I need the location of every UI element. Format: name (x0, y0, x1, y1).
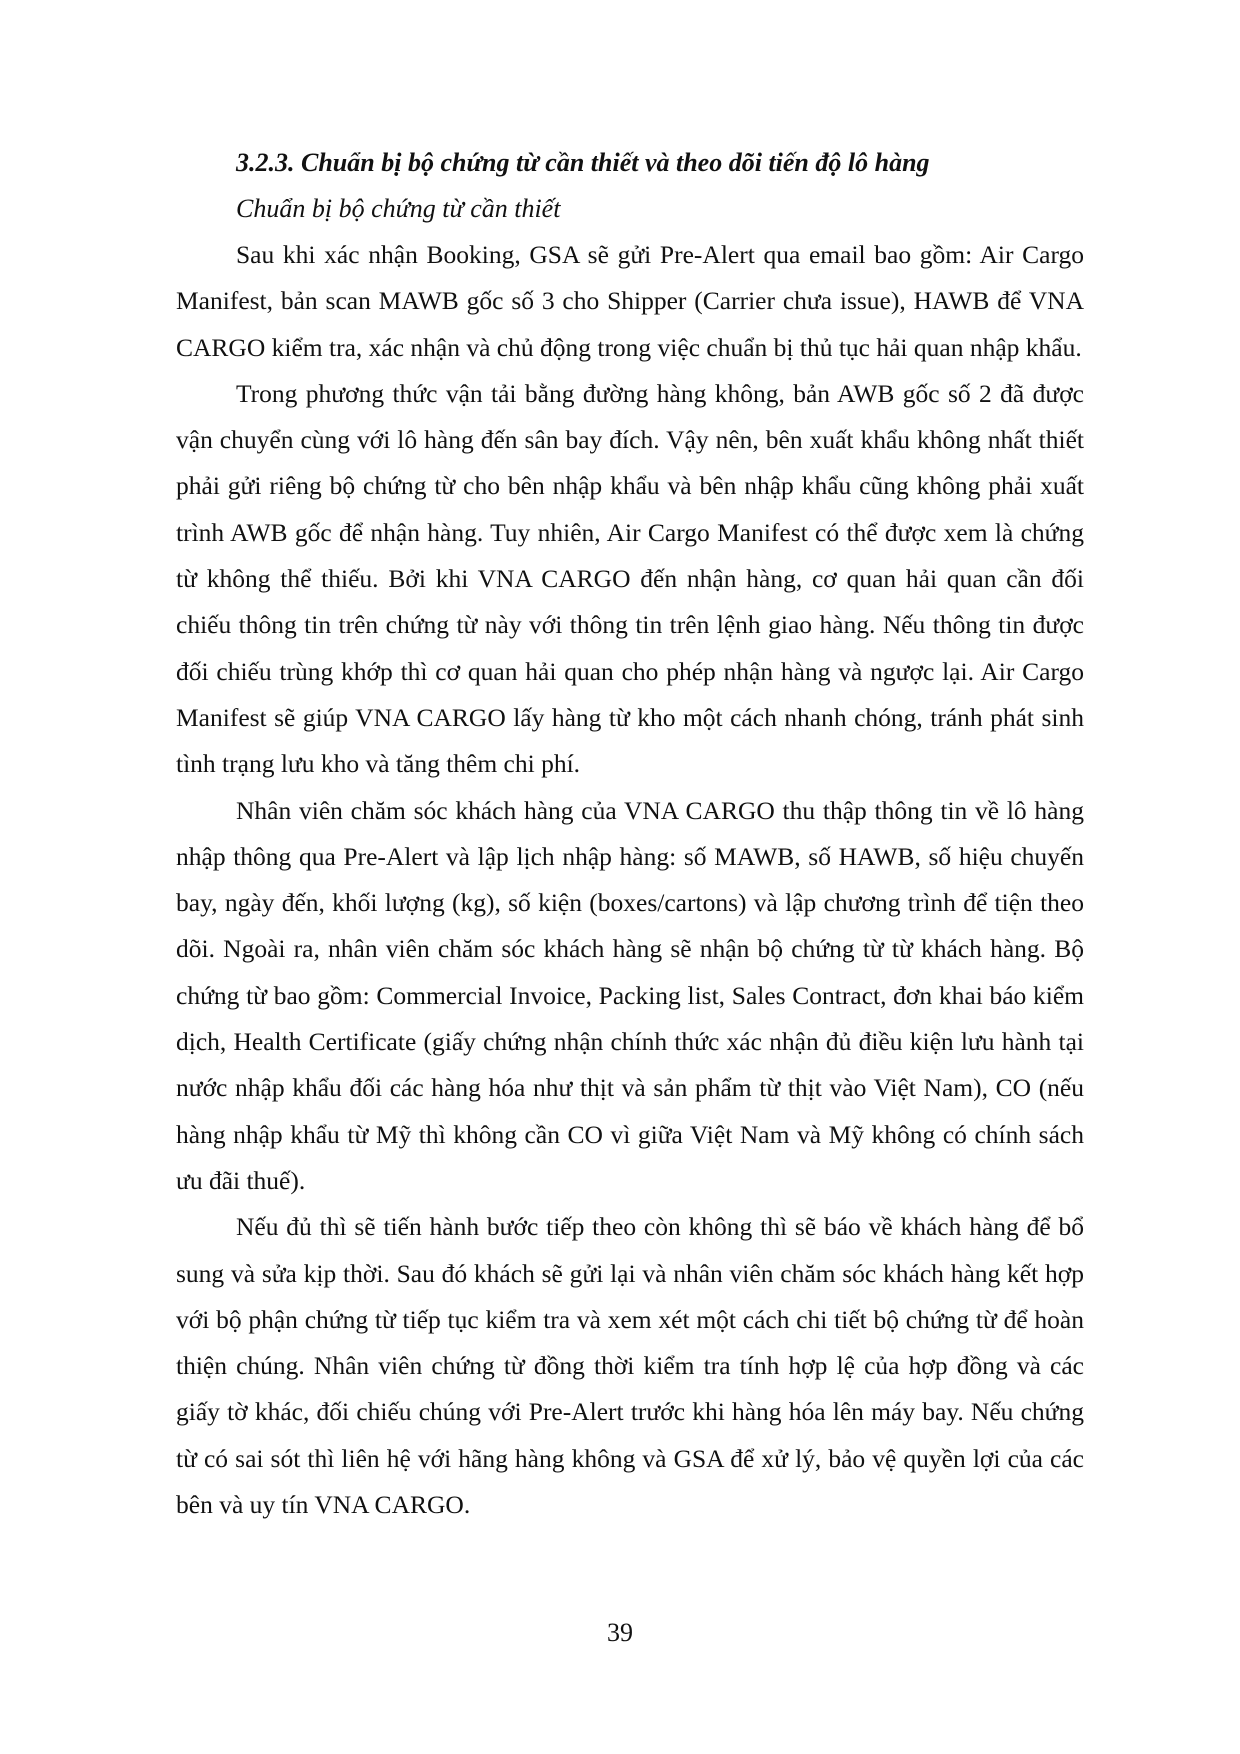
page-content (176, 140, 1084, 1528)
paragraph-2: Trong phương thức vận tải bằng đường hàng không, bản AWB gốc số 2 đã được vận chuyển cùng với lô hàng đến sân bay đích. Vậy nên, bên xuất khẩu không nhất thiết phải gửi riêng bộ chứng từ cho bên nhập khẩu và bên nhập khẩu cũng không phải xuất trình AWB gốc để nhận hàng. Tuy nhiên, Air Cargo Manifest có thể được xem là chứng từ không thể thiếu. Bởi khi VNA CARGO đến nhận hàng, cơ quan hải quan cần đối chiếu thông tin trên chứng từ này với thông tin trên lệnh giao hàng. Nếu thông tin được đối chiếu trùng khớp thì cơ quan hải quan cho phép nhận hàng và ngược lại. Air Cargo Manifest sẽ giúp VNA CARGO lấy hàng từ kho một cách nhanh chóng, tránh phát sinh tình trạng lưu kho và tăng thêm chi phí. (176, 378, 1084, 779)
paragraph-1: Sau khi xác nhận Booking, GSA sẽ gửi Pre-Alert qua email bao gồm: Air Cargo Manifest, bản scan MAWB gốc số 3 cho Shipper (Carrier chưa issue), HAWB để VNA CARGO kiểm tra, xác nhận và chủ động trong việc chuẩn bị thủ tục hải quan nhập khẩu. (176, 240, 1084, 362)
paragraph-3: Nhân viên chăm sóc khách hàng của VNA CARGO thu thập thông tin về lô hàng nhập thông qua Pre-Alert và lập lịch nhập hàng: số MAWB, số HAWB, số hiệu chuyến bay, ngày đến, khối lượng (kg), số kiện (boxes/cartons) và lập chương trình để tiện theo dõi. Ngoài ra, nhân viên chăm sóc khách hàng sẽ nhận bộ chứng từ từ khách hàng. Bộ chứng từ bao gồm: Commercial Invoice, Packing list, Sales Contract, đơn khai báo kiểm dịch, Health Certificate (giấy chứng nhận chính thức xác nhận đủ điều kiện lưu hành tại nước nhập khẩu đối các hàng hóa như thịt và sản phẩm từ thịt vào Việt Nam), CO (nếu hàng nhập khẩu từ Mỹ thì không cần CO vì giữa Việt Nam và Mỹ không có chính sách ưu đãi thuế). (176, 795, 1084, 1195)
section-heading: 3.2.3. Chuẩn bị bộ chứng từ cần thiết và theo dõi tiến độ lô hàng (236, 148, 930, 177)
page-number: 39 (607, 1618, 633, 1647)
section-subheading: Chuẩn bị bộ chứng từ cần thiết (236, 194, 561, 223)
paragraph-4: Nếu đủ thì sẽ tiến hành bước tiếp theo còn không thì sẽ báo về khách hàng để bổ sung và sửa kịp thời. Sau đó khách sẽ gửi lại và nhân viên chăm sóc khách hàng kết hợp với bộ phận chứng từ tiếp tục kiểm tra và xem xét một cách chi tiết bộ chứng từ để hoàn thiện chúng. Nhân viên chứng từ đồng thời kiểm tra tính hợp lệ của hợp đồng và các giấy tờ khác, đối chiếu chúng với Pre-Alert trước khi hàng hóa lên máy bay. Nếu chứng từ có sai sót thì liên hệ với hãng hàng không và GSA để xử lý, bảo vệ quyền lợi của các bên và uy tín VNA CARGO. (176, 1212, 1084, 1520)
